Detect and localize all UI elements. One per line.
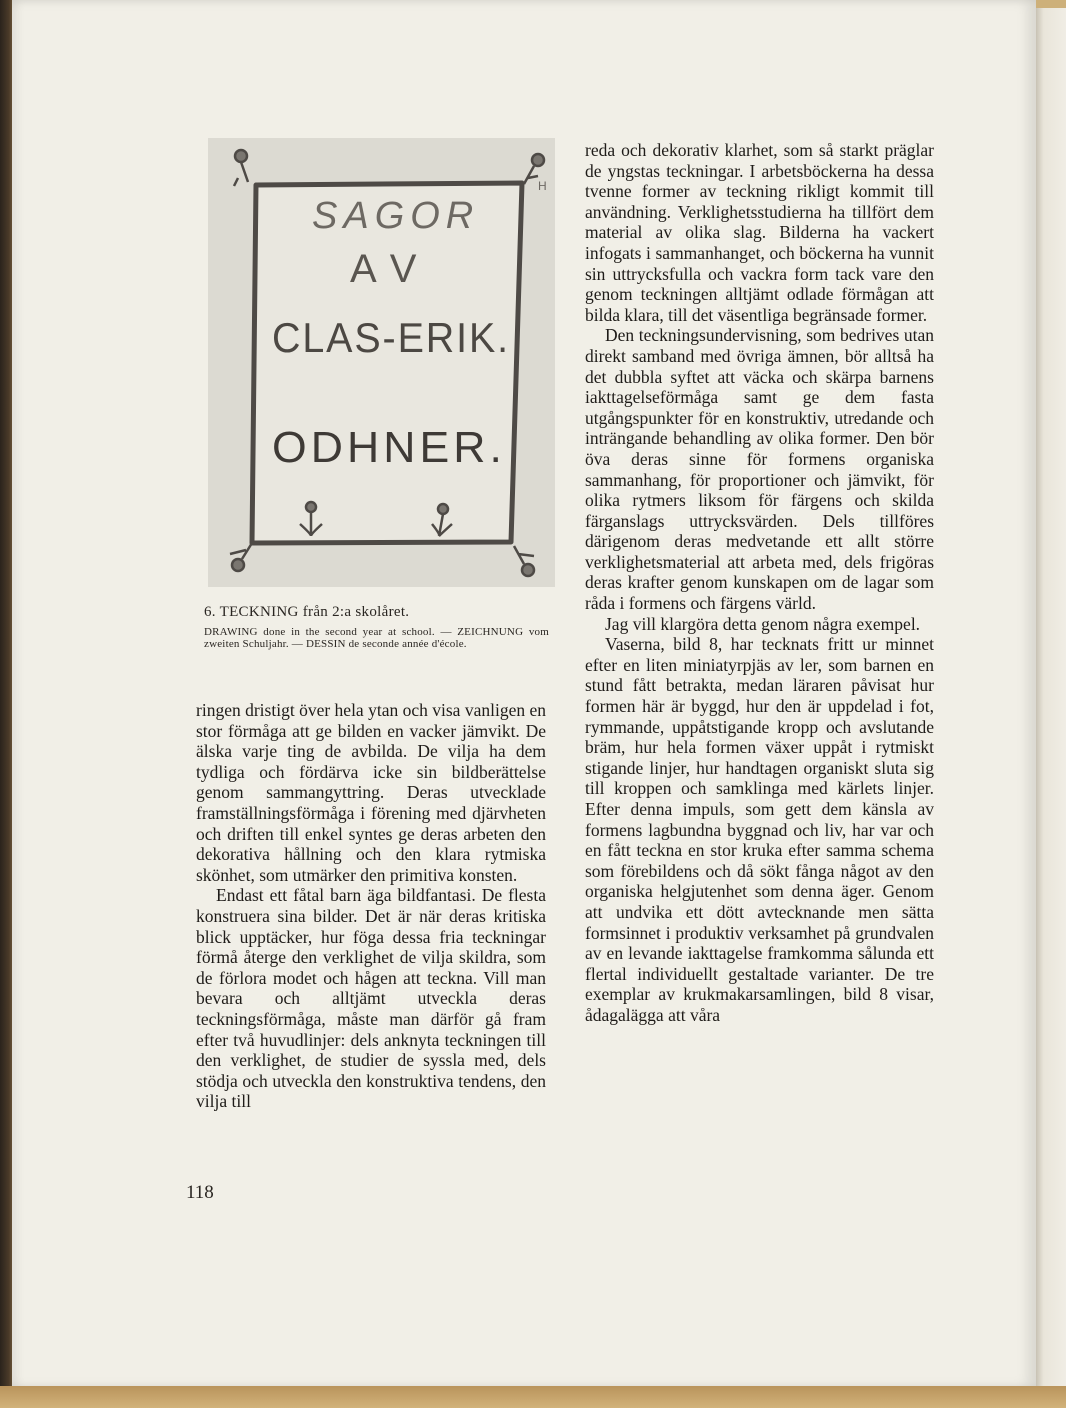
drawing-text-line-3: CLAS-ERIK. xyxy=(272,314,510,361)
caption-translation: DRAWING done in the second year at school. — ZEICHNUNG vom zweiten Schuljahr. — DESSIN de seconde année d'école. xyxy=(204,626,549,650)
drawing-illustration xyxy=(208,138,555,587)
paragraph: Endast ett fåtal barn äga bildfantasi. De flesta konstruera sina bilder. Det är när deras kritiska blick upptäcker, hur föga dessa fria teckningar förmå återge den verklighet de vilja skildra, som de förlora modet och hågen att teckna. Vill man bevara och alltjämt utveckla deras teckningsförmåga, måste man därför gå fram efter två huvudlinjer: dels anknyta teckningen till den verklighet, de studier de syssla med, dels stödja och utveckla den konstruktiva tendens, den vilja till xyxy=(196,885,546,1112)
drawing-mark: H xyxy=(538,179,547,193)
page-number: 118 xyxy=(186,1182,214,1203)
paragraph: Vaserna, bild 8, har tecknats fritt ur minnet efter en liten miniatyrpjäs av ler, som barnen en stund fått betrakta, medan läraren påvisat hur formen här är byggd, hur den är uppdelad i fot, rymmande, uppåtstigande kropp och avslutande bräm, hur hela formen växer uppåt i rytmiskt stigande linjer, hur handtagen organiskt sluta sig till kroppen och samklinga med kärlets linjer. Efter denna impuls, som gett dem känsla av formens lagbundna byggnad och liv, har var och en fått teckna en stor kruka efter samma schema som förebildens och då sökt fånga något av den organiska helgjutenhet som denna äger. Genom att undvika ett dött avtecknande men sätta formsinnet i produktiv verksamhet på grundvalen av en levande iakttagelse framkomma sålunda ett flertal individuellt gestaltade varianter. De tre exemplar av krukmakarsamlingen, bild 8 visar, ådagalägga att våra xyxy=(585,634,934,1025)
drawing-text-line-2: AV xyxy=(350,247,433,291)
paragraph: Jag vill klargöra detta genom några exempel. xyxy=(605,613,921,634)
drawing-text-line-1: SAGOR xyxy=(312,195,480,237)
caption-title: 6. TECKNING från 2:a skolåret. xyxy=(204,604,410,620)
paragraph: Den teckningsundervisning, som bedrives utan direkt samband med övriga ämnen, bör alltså ha det dubbla syftet att väcka och skärpa barnens iakttagelseförmåga samt ge dem fasta utgångspunkter för en konstruktiv, utredande och inträngande behandling av olika former. Den bör öva deras sinne för formens organiska sammanhang, för proportioner och jämvikt, för olika rytmers liksom för färgens och skilda färganslags uttrycksvärden. Dels tillföres därigenom deras medvetande ett allt större verklighetsmaterial att arbeta med, dels frigöras deras krafter genom kunskapen om de lagar som råda i formens och färgens värld. xyxy=(585,325,934,614)
next-page-edge xyxy=(1034,8,1066,1400)
drawing-text-line-4: ODHNER. xyxy=(272,423,506,472)
drawn-frame xyxy=(252,183,522,543)
figure-child-drawing xyxy=(208,138,555,587)
paragraph: ringen dristigt över hela ytan och visa vanligen en stor förmåga att ge bilden en vacker jämvikt. De älska varje ting de avbilda. De vilja ha dem tydliga och fördärva icke sin bildberättelse genom sammangyttring. Deras utvecklade framställningsförmåga i förening med djärvheten och driften till enkel syntes ge deras arbeten den dekorativa hållning och den klara rytmiska skönhet, som utmärker den primitiva konsten. xyxy=(196,700,546,885)
bottom-cover-edge xyxy=(0,1386,1066,1408)
figure-caption xyxy=(204,604,549,650)
right-text-column xyxy=(585,140,934,1026)
left-text-column xyxy=(196,700,546,1112)
paragraph: reda och dekorativ klarhet, som så starkt präglar de yngstas teckningar. I arbetsböckerna ha dessa tvenne former av teckning rikligt kommit till användning. Verklighetsstudierna ha tillfört dem material av olika slag. Bilderna ha vackert infogats i sammanhanget, och böckerna ha vunnit sin uttrycksfulla och vackra form tack vare den genom teckningen alltjämt odlade förmågan att bilda klara, till det väsentliga begränsade former. xyxy=(585,140,934,325)
